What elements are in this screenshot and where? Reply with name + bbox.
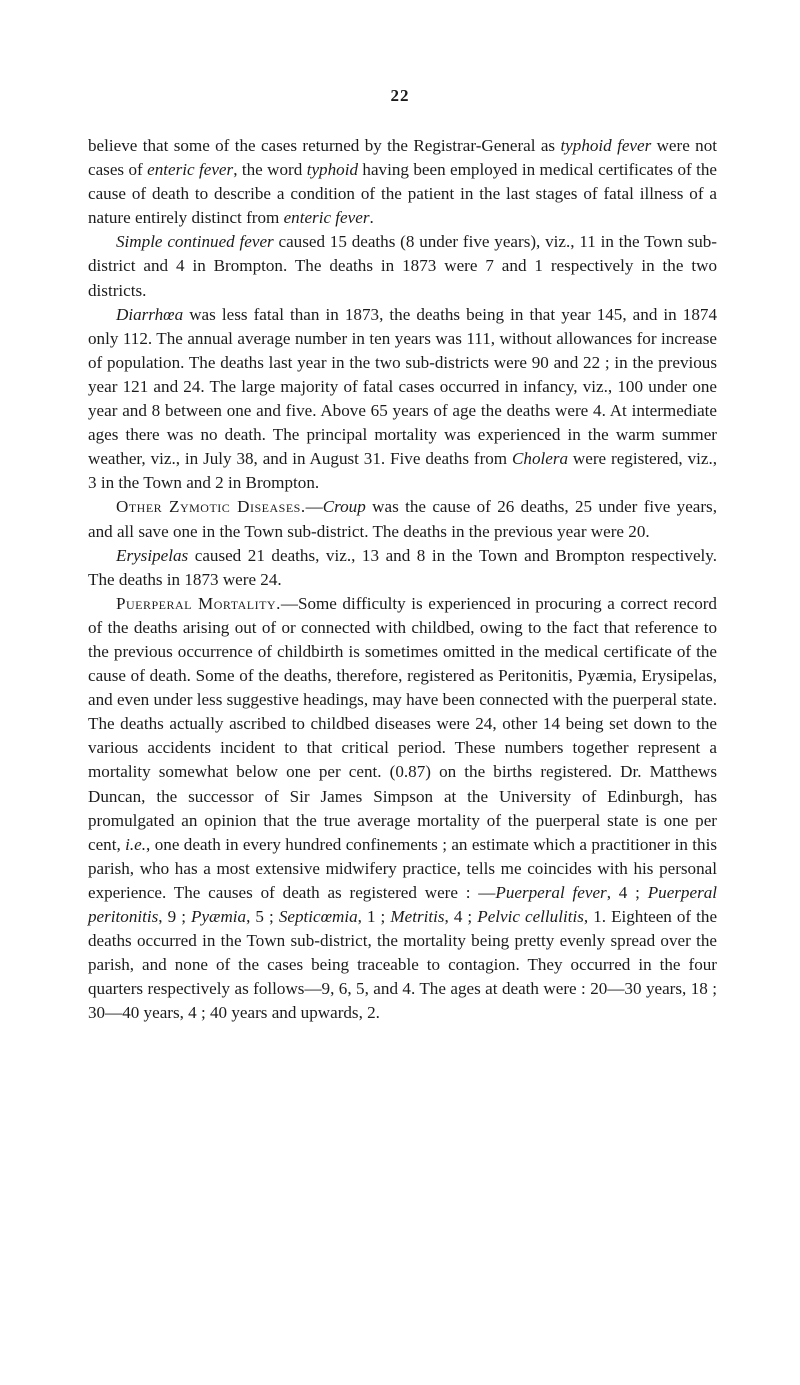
term-typhoid: typhoid — [306, 160, 358, 180]
term-erysipelas: Erysipelas — [116, 545, 189, 565]
term-pelvic-cellulitis: Pelvic cellulitis — [477, 907, 584, 926]
body-text — [88, 134, 717, 1025]
paragraph-simple-continued-fever: Simple continued fever caused 15 deaths (8 under five years), viz., 11 in the Town sub-district and 4 in Brompton. The deaths in 1873 were 7 and 1 respectively in the two districts. — [88, 232, 718, 300]
paragraph-diarrhoea: Diarrhœa was less fatal than in 1873, the deaths being in that year 145, and in 1874 only 112. The annual average number in ten years was 111, without allowances for increase of population. The deaths last year in the two sub-districts were 90 and 22 ; in the previous year 121 and 24. The large majority of fatal cases occurred in infancy, viz., 100 under one year and 8 between one and five. Above 65 years of age the deaths were 4. At intermediate ages there was no death. The principal mortality was experienced in the warm summer weather, viz., in July 38, and in August 31. Five deaths from Cholera were registered, viz., 3 in the Town and 2 in Brompton. — [88, 304, 717, 493]
paragraph-typhoid-continuation: believe that some of the cases returned by the Registrar-General as typhoid fever were not cases of enteric fever, the word typhoid having been employed in medical certificates of the cause of death to describe a condition of the patient in the last stages of fatal illness of a nature entirely distinct from enteric fever. — [88, 136, 717, 228]
term-metritis: Metritis — [390, 907, 445, 926]
section-heading-puerperal-mortality: Puerperal Mortality. — [116, 593, 281, 613]
term-croup: Croup — [322, 497, 366, 517]
page-number: 22 — [390, 86, 410, 105]
term-puerperal-fever: Puerperal fever — [495, 882, 607, 902]
term-enteric-fever: enteric fever — [147, 160, 234, 180]
term-enteric-fever-2: enteric fever — [283, 208, 370, 228]
term-ie: i.e. — [125, 834, 147, 854]
term-typhoid-fever: typhoid fever — [560, 136, 652, 155]
paragraph-puerperal-mortality: Puerperal Mortality.—Some difficulty is experienced in procuring a correct record of the deaths arising out of or connected with childbed, owing to the fact that reference to the previous occurrence of childbirth is sometimes omitted in the medical certificate of the cause of death. Some of the deaths, therefore, registered as Peritonitis, Pyæmia, Erysipelas, and even under less suggestive headings, may have been connected with the puerperal state. The deaths actually ascribed to childbed diseases were 24, other 14 being set down to the various accidents incident to that critical period. These numbers together represent a mortality somewhat below one per cent. (0.87) on the births registered. Dr. Matthews Duncan, the successor of Sir James Simpson at the University of Edinburgh, has promulgated an opinion that the true average mortality of the puerperal state is one per cent, i.e., one death in every hundred confinements ; an estimate which a practitioner in this parish, who has a most extensive midwifery practice, tells me coincides with his personal experience. The causes of death as registered were : —Puerperal fever, 4 ; Puerperal peritonitis, 9 ; Pyæmia, 5 ; Septicœmia, 1 ; Metritis, 4 ; Pelvic cellulitis, 1. Eighteen of the deaths occurred in the Town sub-district, the mortality being pretty evenly spread over the parish, and none of the cases being traceable to contagion. They occurred in the four quarters respectively as follows—9, 6, 5, and 4. The ages at death were : 20—30 years, 18 ; 30—40 years, 4 ; 40 years and upwards, 2. — [88, 593, 718, 1023]
section-heading-other-zymotic: Other Zymotic Diseases. — [116, 497, 306, 517]
term-septicaemia: Septicœmia — [278, 907, 358, 926]
paragraph-erysipelas: Erysipelas caused 21 deaths, viz., 13 and 8 in the Town and Brompton respectively. The deaths in 1873 were 24. — [88, 545, 717, 589]
term-pyaemia: Pyæmia — [191, 907, 247, 926]
term-simple-continued-fever: Simple continued fever — [116, 232, 274, 252]
term-puerperal-peritonitis: Puerperal peritonitis — [88, 882, 718, 926]
term-diarrhoea: Diarrhœa — [116, 304, 184, 324]
paragraph-other-zymotic-diseases: Other Zymotic Diseases.—Croup was the cause of 26 deaths, 25 under five years, and all save one in the Town sub-district. The deaths in the previous year were 20. — [88, 497, 717, 541]
term-cholera: Cholera — [512, 449, 569, 469]
